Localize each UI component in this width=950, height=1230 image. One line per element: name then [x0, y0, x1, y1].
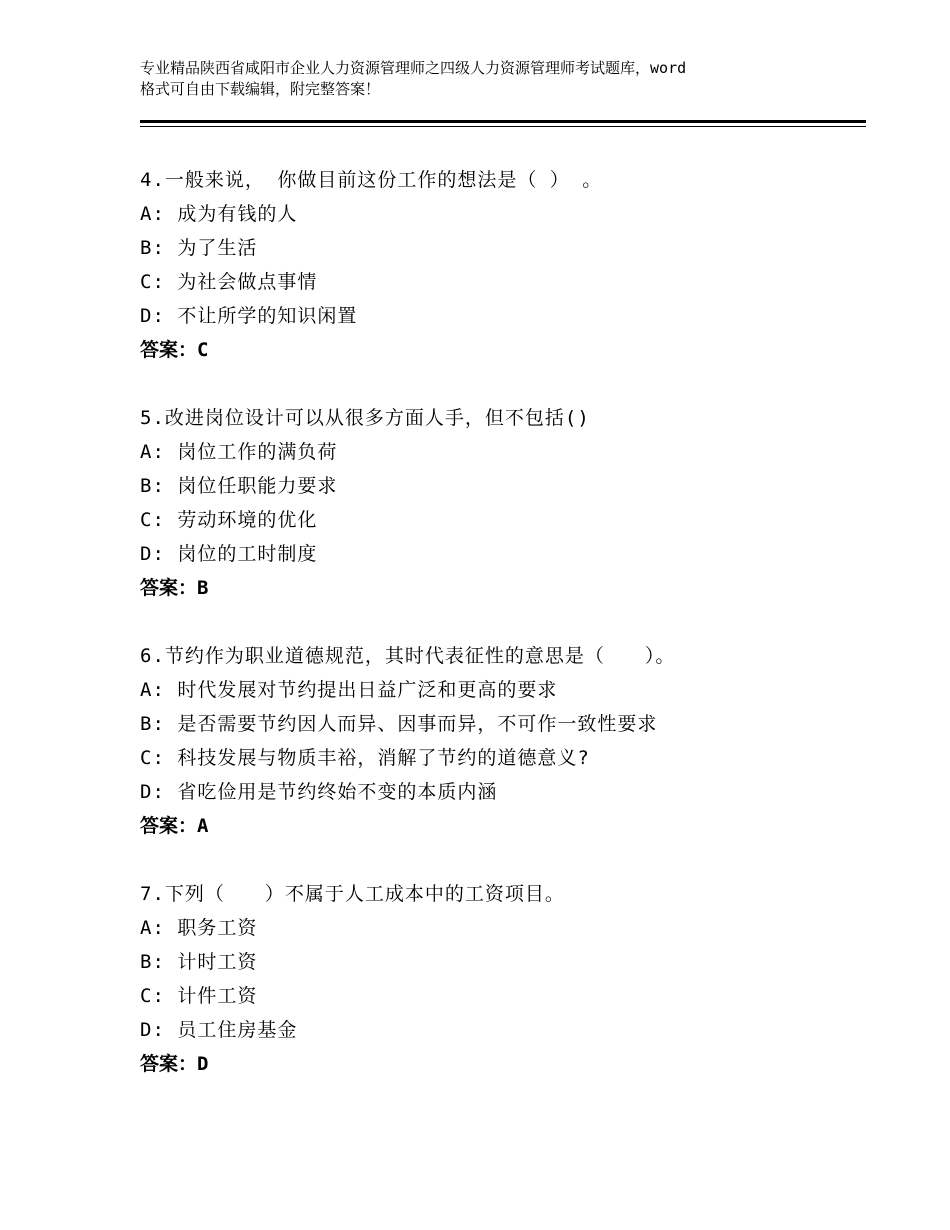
option-d: D: 岗位的工时制度: [140, 543, 318, 565]
option-d: D: 员工住房基金: [140, 1019, 298, 1041]
header-title-line-1: 专业精品陕西省咸阳市企业人力资源管理师之四级人力资源管理师考试题库，word: [140, 59, 687, 77]
option-b: B: 计时工资: [140, 951, 258, 973]
header-rule-thick: [140, 120, 866, 123]
option-a: A: 职务工资: [140, 917, 258, 939]
question-list: [140, 163, 860, 1115]
answer-label: 答案：C: [140, 339, 209, 361]
option-d: D: 省吃俭用是节约终始不变的本质内涵: [140, 781, 498, 803]
option-a: A: 时代发展对节约提出日益广泛和更高的要求: [140, 679, 558, 701]
question-7: [140, 877, 860, 1081]
question-stem: 7.下列（ ）不属于人工成本中的工资项目。: [140, 883, 565, 905]
option-c: C: 科技发展与物质丰裕，消解了节约的道德意义?: [140, 747, 590, 769]
header-rule-thin: [140, 126, 866, 127]
option-c: C: 计件工资: [140, 985, 258, 1007]
answer-label: 答案：D: [140, 1053, 209, 1075]
question-5: [140, 401, 860, 605]
option-b: B: 为了生活: [140, 237, 258, 259]
option-d: D: 不让所学的知识闲置: [140, 305, 358, 327]
answer-label: 答案：B: [140, 577, 209, 599]
option-c: C: 劳动环境的优化: [140, 509, 318, 531]
option-a: A: 成为有钱的人: [140, 203, 298, 225]
option-b: B: 岗位任职能力要求: [140, 475, 338, 497]
question-stem: 5.改进岗位设计可以从很多方面人手，但不包括(): [140, 407, 590, 429]
question-4: [140, 163, 860, 367]
question-stem: 4.一般来说， 你做目前这份工作的想法是（ ） 。: [140, 169, 603, 191]
option-a: A: 岗位工作的满负荷: [140, 441, 338, 463]
question-stem: 6.节约作为职业道德规范，其时代表征性的意思是（ ）。: [140, 645, 676, 667]
question-6: [140, 639, 860, 843]
document-header: [140, 58, 840, 100]
header-title-line-2: 格式可自由下载编辑，附完整答案！: [140, 80, 381, 98]
answer-label: 答案：A: [140, 815, 209, 837]
option-c: C: 为社会做点事情: [140, 271, 318, 293]
option-b: B: 是否需要节约因人而异、因事而异，不可作一致性要求: [140, 713, 658, 735]
